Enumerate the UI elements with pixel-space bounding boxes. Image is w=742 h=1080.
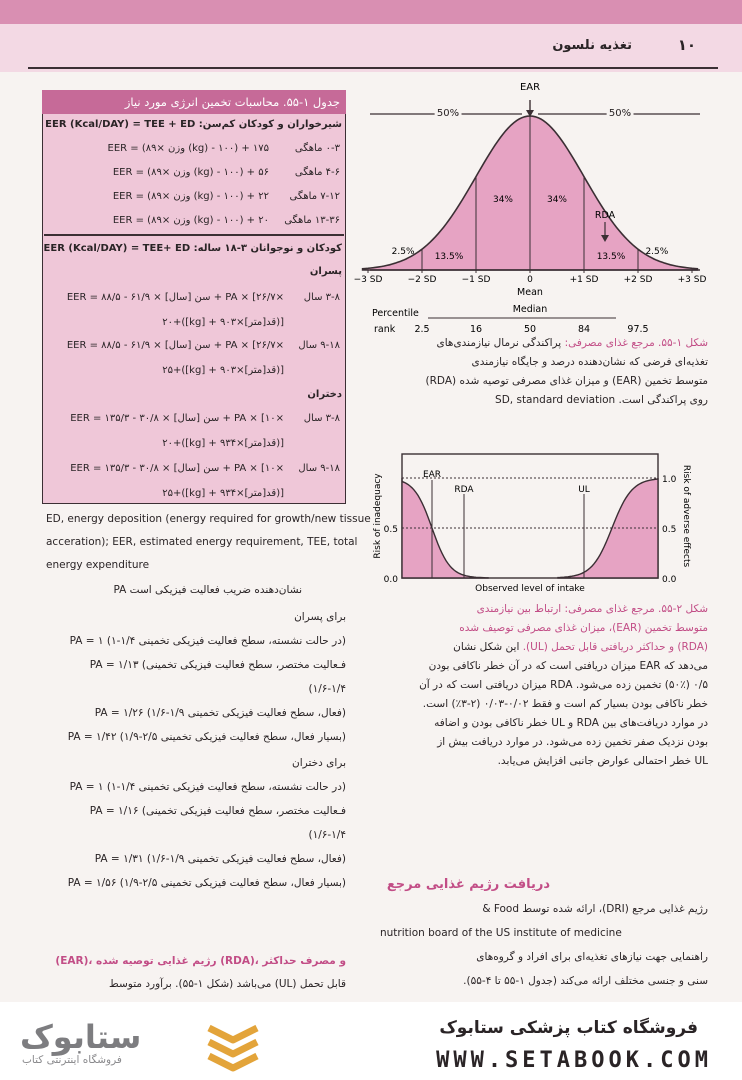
caption-lead: (RDA) و حداکثر دریافتی قابل تحمل (UL). xyxy=(519,641,708,653)
region-percent-label: 13.5% xyxy=(596,252,626,262)
pa-line: PA = ۱/۳۱ (فعال، سطح فعالیت فیزیکی تخمینی ۱/۹-۱/۶) xyxy=(94,853,346,865)
pa-intro: PA نشان‌دهنده ضریب فعالیت فیزیکی است xyxy=(113,584,302,596)
infant-row-formula: EER = (۸۹× وزن (kg) - ۱۰۰) + ۱۷۵ xyxy=(107,143,269,154)
caption-text: روی پراکندگی است. SD, standard deviation xyxy=(495,394,708,406)
infant-row-age: ۷-۱۲ ماهگی xyxy=(289,191,340,202)
section-title: دریافت رژیم غذایی مرجع xyxy=(386,877,550,892)
pa-line: PA = ۱ (در حالت نشسته، سطح فعالیت فیزیکی تخمینی ۱/۴-۱) xyxy=(69,635,346,647)
sd-tick-label: −3 SD xyxy=(353,275,383,285)
infant-row-age: ۰-۳ ماهگی xyxy=(294,143,340,154)
region-percent-label: 2.5% xyxy=(391,247,415,257)
caption-text: پراکندگی نرمال نیازمندی‌های xyxy=(436,337,562,349)
ytick-left: 0.0 xyxy=(383,575,398,585)
pa-line: PA = ۱ (در حالت نشسته، سطح فعالیت فیزیکی تخمینی ۱/۴-۱) xyxy=(69,781,346,793)
pa-line: PA = ۱/۱۳ (فـعالیت مختصر، سطح فعالیت فیزیکی تخمینی xyxy=(89,659,346,671)
infant-row-formula: EER = (۸۹× وزن (kg) - ۱۰۰) + ۵۶ xyxy=(112,167,269,178)
table-title: جدول ۱-۵۵. محاسبات تخمین انرژی مورد نیاز xyxy=(42,90,346,114)
percentile-value: 2.5 xyxy=(414,324,430,335)
body-text-line: قابل تحمل (UL) می‌باشد (شکل ۱-۵۵). برآورد متوسط xyxy=(109,978,346,990)
pct-left-label: 50% xyxy=(436,108,460,119)
normal-distribution-figure xyxy=(353,76,708,338)
body-text-line: سنی و جنسی مختلف ارائه می‌کند (جدول ۱-۵۵ تا ۴-۵۵). xyxy=(463,975,708,987)
ear-label: EAR xyxy=(422,470,442,480)
caption-text: در موارد دریافت‌های بین RDA و UL خطر ناکافی بودن و اضافه xyxy=(434,717,708,729)
region-percent-label: 13.5% xyxy=(434,252,464,262)
region-percent-label: 2.5% xyxy=(645,247,669,257)
pct-right-label: 50% xyxy=(608,108,632,119)
boys-row-formula: EER = ۸۸/۵ - ۶۱/۹ × [سال] سن + PA × [۲۶/۷× xyxy=(66,292,284,303)
figure1-caption xyxy=(374,334,708,410)
ytick-right: 0.5 xyxy=(662,525,677,535)
table-divider xyxy=(44,234,344,236)
percentile-value: 50 xyxy=(523,324,537,335)
body-text-line: (EAR)، رژیم غذایی توصیه شده (RDA)، و مصرف حداکثر xyxy=(55,955,346,967)
ytick-right: 0.0 xyxy=(662,575,677,585)
caption-lead: شکل ۱-۵۵. مرجع غذای مصرفی: xyxy=(561,337,708,349)
caption-text: ۰/۵ (۵۰٪) تخمین زده می‌شود. RDA میزان دریافتی است که در آن xyxy=(419,679,708,691)
pa-line: (۱/۶-۱/۴ xyxy=(308,683,346,695)
sd-tick-label: +2 SD xyxy=(623,275,653,285)
mean-label: Mean xyxy=(517,287,543,298)
body-text-line: راهنمایی جهت نیازهای تغذیه‌ای برای افراد و گروه‌های xyxy=(476,951,708,963)
sd-tick-label: 0 xyxy=(527,275,533,285)
pa-girls-label: برای دختران xyxy=(292,757,346,769)
region-percent-label: 34% xyxy=(492,195,514,205)
body-text-line: nutrition board of the US institute of medicine xyxy=(380,927,622,939)
caption-lead: متوسط تخمین (EAR)، میزان غذای مصرفی توصیف شده xyxy=(459,622,708,634)
median-label: Median xyxy=(512,304,548,315)
percentile-value: 16 xyxy=(469,324,483,335)
boys-row-formula: EER = ۸۸/۵ - ۶۱/۹ × [سال] سن + PA × [۲۶/۷× xyxy=(66,340,284,351)
store-logo: ستابوک xyxy=(20,1018,142,1056)
sd-tick-label: +1 SD xyxy=(569,275,599,285)
girls-row-formula: EER = ۱۳۵/۳ - ۳۰/۸ × [سال] سن + PA × [۱۰× xyxy=(70,463,284,474)
infant-row-formula: EER = (۸۹× وزن (kg) - ۱۰۰) + ۲۰ xyxy=(112,215,269,226)
ytick-left: 0.5 xyxy=(383,525,398,535)
caption-text: UL خطر احتمالی عوارض جانبی افزایش می‌یابد. xyxy=(497,755,708,767)
caption-lead: شکل ۲-۵۵. مرجع غذای مصرفی: ارتباط بین نیازمندی xyxy=(476,603,708,615)
boys-row-formula-cont: ۲۵+([kg] + ۹۰۳×[متر]قد)] xyxy=(162,365,284,376)
girls-row-age: ۹-۱۸ سال xyxy=(298,463,340,474)
footnote-line: energy expenditure xyxy=(46,559,150,571)
y-left-label: Risk of inadequacy xyxy=(373,473,383,559)
pa-line: (۱/۶-۱/۴ xyxy=(308,829,346,841)
boys-row-formula-cont: ۲۰+([kg] + ۹۰۳×[متر]قد)] xyxy=(162,317,284,328)
store-url[interactable]: WWW.SETABOOK.COM xyxy=(436,1048,712,1073)
girls-row-formula-cont: ۲۵+([kg] + ۹۳۴×[متر]قد)] xyxy=(162,488,284,499)
pa-boys-label: برای پسران xyxy=(294,611,346,623)
caption-text: بودن نزدیک صفر تخمین زده می‌شود. در موارد دریافت بیش از xyxy=(437,736,708,748)
x-axis-label: Observed level of intake xyxy=(475,584,585,594)
top-color-band xyxy=(0,0,742,24)
infant-row-formula: EER = (۸۹× وزن (kg) - ۱۰۰) + ۲۲ xyxy=(112,191,269,202)
y-right-label: Risk of adverse effects xyxy=(681,464,691,568)
rda-label: RDA xyxy=(594,210,616,221)
sd-tick-label: −2 SD xyxy=(407,275,437,285)
footnote-line: acceration); EER, estimated energy requirement, TEE, total xyxy=(46,536,358,548)
percentile-value: 97.5 xyxy=(627,324,649,335)
girls-row-age: ۳-۸ سال xyxy=(303,413,340,424)
page-number: ۱۰ xyxy=(677,36,696,54)
percentile-label: Percentile xyxy=(372,308,419,319)
pa-line: PA = ۱/۲۶ (فعال، سطح فعالیت فیزیکی تخمینی ۱/۹-۱/۶) xyxy=(94,707,346,719)
risk-figure xyxy=(368,450,698,596)
pa-line: PA = ۱/۱۶ (فـعالیت مختصر، سطح فعالیت فیزیکی تخمینی xyxy=(89,805,346,817)
body-text-line: رژیم غذایی مرجع (DRI)، ارائه شده توسط Food & xyxy=(482,903,708,915)
caption-text: تغذیه‌ای فرضی که نشان‌دهنده درصد و جایگاه نیازمندی xyxy=(471,356,708,368)
footnote-line: ED, energy deposition (energy required for growth/new tissue xyxy=(46,513,371,525)
rank-label: rank xyxy=(374,324,396,335)
infant-heading: شیرخواران و کودکان کم‌سن: EER (Kcal/DAY) = TEE + ED xyxy=(45,119,342,130)
rda-label: RDA xyxy=(454,485,474,495)
girls-row-formula: EER = ۱۳۵/۳ - ۳۰/۸ × [سال] سن + PA × [۱۰× xyxy=(70,413,284,424)
header-rule xyxy=(28,67,718,69)
ear-label: EAR xyxy=(519,82,541,93)
pa-line: PA = ۱/۵۶ (بسیار فعال، سطح فعالیت فیزیکی تخمینی ۲/۵-۱/۹) xyxy=(67,877,346,889)
girls-label: دختران xyxy=(307,389,342,400)
store-logo-subtitle: فروشگاه اینترنتی کتاب xyxy=(22,1054,122,1066)
sd-tick-label: −1 SD xyxy=(461,275,491,285)
caption-text: متوسط تخمین (EAR) و میزان غذای مصرفی توصیه شده (RDA) xyxy=(425,375,708,387)
caption-text: این شکل نشان xyxy=(453,641,520,653)
girls-row-formula-cont: ۲۰+([kg] + ۹۳۴×[متر]قد)] xyxy=(162,438,284,449)
region-percent-label: 34% xyxy=(546,195,568,205)
boys-label: پسران xyxy=(309,266,342,277)
infant-row-age: ۱۳-۳۶ ماهگی xyxy=(284,215,340,226)
percentile-value: 84 xyxy=(577,324,591,335)
ytick-right: 1.0 xyxy=(662,475,677,485)
figure2-caption xyxy=(374,600,708,771)
running-title: تغذیه نلسون xyxy=(552,38,632,53)
store-name: فروشگاه کتاب پزشکی ستابوک xyxy=(439,1018,698,1038)
caption-text: می‌دهد که EAR میزان دریافتی است که در آن خطر ناکافی بودن xyxy=(428,660,708,672)
infant-row-age: ۴-۶ ماهگی xyxy=(294,167,340,178)
boys-row-age: ۳-۸ سال xyxy=(303,292,340,303)
boys-row-age: ۹-۱۸ سال xyxy=(298,340,340,351)
caption-text: خطر ناکافی بودن بسیار کم است و فقط ۰/۰۲-۰/۰۳ (۲-۳٪) است. xyxy=(422,698,708,710)
pa-line: PA = ۱/۴۲ (بسیار فعال، سطح فعالیت فیزیکی تخمینی ۲/۵-۱/۹) xyxy=(67,731,346,743)
sd-tick-label: +3 SD xyxy=(677,275,707,285)
book-logo-icon xyxy=(205,1020,261,1070)
child-heading: کودکان و نوجوانان ۳-۱۸ ساله: EER (Kcal/DAY) = TEE+ ED xyxy=(43,243,342,254)
ul-label: UL xyxy=(578,485,590,495)
